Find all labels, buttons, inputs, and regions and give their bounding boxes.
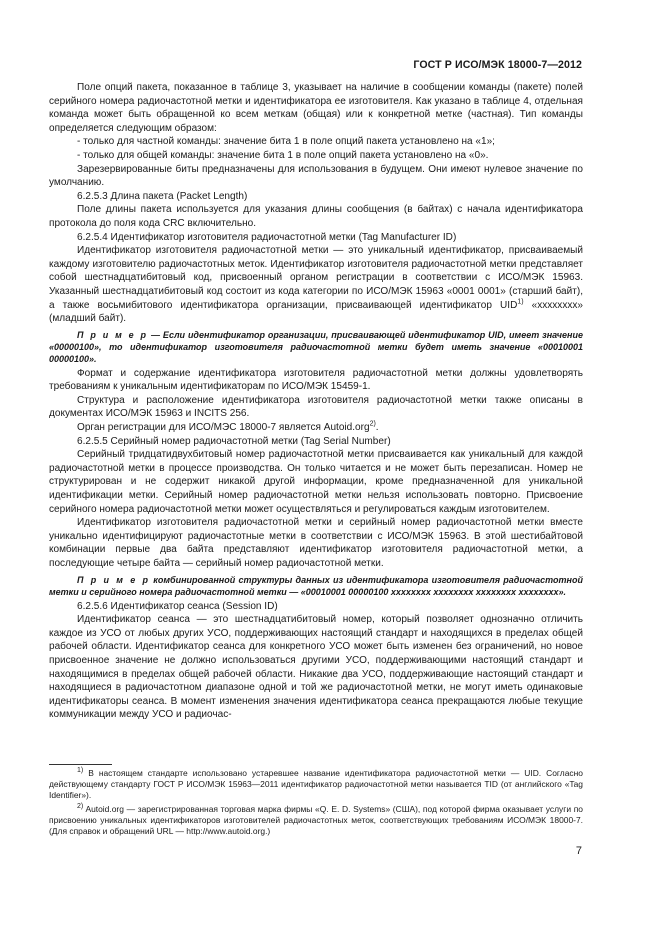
footnotes [49, 768, 583, 839]
example-text: комбинированной структуры данных из идентификатора изготовителя радиочастотной метки и серийного номера радиочастотной метки — «00010001 00000100 xxxxxxxx xxxxxxxx xxxxxxxx xxxxxxxx». [49, 574, 583, 597]
paragraph: Структура и расположение идентификатора изготовителя радиочастотной метки также описаны в документах ИСО/МЭК 15963 и INCITS 256. [49, 394, 583, 420]
paragraph [49, 244, 583, 326]
footnote [49, 804, 583, 838]
section-heading: 6.2.5.5 Серийный номер радиочастотной метки (Tag Serial Number) [77, 435, 391, 447]
footnote-mark: 2) [77, 802, 84, 810]
paragraph: Поле опций пакета, показанное в таблице 3, указывает на наличие в сообщении команды (пакете) полей серийного номера радиочастотной метки и идентификатора ее изготовителя. Как указано в таблице 4, отдельная команда может быть обращенной ко всем меткам (общая) или к конкретной метке (частная). Тип команды определяется следующим образом: [49, 82, 583, 134]
paragraph [49, 421, 583, 435]
example-text: — Если идентификатор организации, присваивающей идентификатор UID, имеет значение «00000100», то идентификатор изготовителя радиочастотной метки будет иметь значение «00010001 00000100». [49, 329, 583, 364]
footnote-separator [49, 764, 112, 765]
footnote-mark: 1) [77, 767, 84, 775]
footnote-ref: 2) [369, 420, 376, 428]
paragraph: Серийный тридцатидвухбитовый номер радиочастотной метки присваивается как уникальный для каждой радиочастотной метки в процессе производства. Он только читается и не может быть перезаписан. Номер не структурирован и не содержит никакой другой информации, кроме предназначенной для уникальной идентификации метки. Серийный номер радиочастотной метки нельзя использовать повторно. Присвоение серийного номера радиочастотной метки может осуществляться и регулироваться каждым изготовителем. [49, 449, 583, 515]
paragraph: Идентификатор изготовителя радиочастотной метки и серийный номер радиочастотной метки вместе уникально идентифицируют радиочастотные метки в соответствии с ИСО/МЭК 15963. В этой шестибайтовой комбинации первые два байта представляют идентификатор изготовителя радиочастотной метки, а последующие четыре байта — серийный номер радиочастотной метки. [49, 517, 583, 569]
paragraph: Идентификатор сеанса — это шестнадцатибитовый номер, который позволяет однозначно отличить каждое из УСО от любых других УСО, поддерживающих настоящий стандарт и находящихся в пределах общей рабочей области. Идентификатор сеанса для конкретного УСО может быть изменен без ограничений, но новое присвоенное значение не должно использоваться другими УСО, поддерживающими настоящий стандарт и находящимися в пределах общей рабочей области. Никакие два УСО, поддерживающие настоящий стандарт и находящиеся в радиочастотном диапазоне одной и той же радиочастотной метки, не могут иметь одинаковые идентификаторы сеанса. В момент изменения значения идентификатора сеанса прекращаются любые текущие коммуникации между УСО и радиочас- [49, 614, 583, 721]
footnote-text: В настоящем стандарте использовано устаревшее название идентификатора радиочастотной метки — UID. Согласно действующему стандарту ГОСТ Р ИСО/МЭК 15963—2011 идентификатор радиочастотной метки называется TID (от английского «Tag Identifier»). [49, 768, 583, 801]
paragraph: Поле длины пакета используется для указания длины сообщения (в байтах) с начала идентификатора протокола до поля кода CRC включительно. [49, 204, 583, 229]
footnote-ref: 1) [517, 298, 524, 306]
paragraph: Зарезервированные биты предназначены для использования в будущем. Они имеют нулевое значение по умолчанию. [49, 163, 583, 189]
footnote [49, 768, 583, 802]
paragraph: Формат и содержание идентификатора изготовителя радиочастотной метки должны удовлетворять требованиям к уникальным идентификаторам по ИСО/МЭК 15459-1. [49, 367, 583, 393]
document-header: ГОСТ Р ИСО/МЭК 18000-7—2012 [413, 59, 582, 71]
list-item: - только для общей команды: значение бита 1 в поле опций пакета установлено на «0». [77, 149, 489, 161]
body-text [49, 81, 583, 722]
list-item: - только для частной команды: значение бита 1 в поле опций пакета установлено на «1»; [77, 136, 495, 148]
paragraph-text: Идентификатор изготовителя радиочастотной метки — это уникальный идентификатор, присваиваемый каждому изготовителю радиочастотных меток. Идентификатор изготовителя радиочастотной метки представляет собой шестнадцатибитовый код, присвоенный органом регистрации в соответствии с ИСО/МЭК 15963. Указанный шестнадцатибитовый код состоит из кода категории по ИСО/МЭК 15963 «0001 0001» (старший байт), а также восьмибитового идентификатора организации, присваивающей идентификатор UID [49, 245, 583, 311]
paragraph-text: Орган регистрации для ИСО/МЭС 18000-7 является Autoid.org [77, 422, 370, 434]
footnote-text: Autoid.org — зарегистрированная торговая марка фирмы «Q. E. D. Systems» (США), под которой фирма оказывает услуги по присвоению уникальных идентификаторов изготовителей радиочастотных меток, соответствующих требованиям ИСО/МЭК 18000-7. (Для справок и обращений URL — http://www.autoid.org.) [49, 803, 583, 837]
page-number: 7 [575, 845, 582, 857]
example-note [49, 329, 583, 365]
sentence-end: . [375, 422, 379, 434]
section-heading: 6.2.5.6 Идентификатор сеанса (Session ID) [77, 600, 278, 612]
example-note [49, 574, 583, 598]
example-label: П р и м е р [77, 574, 151, 585]
section-heading: 6.2.5.4 Идентификатор изготовителя радиочастотной метки (Tag Manufacturer ID) [77, 231, 457, 243]
example-label: П р и м е р [77, 329, 149, 340]
paragraph-text: «xxxxxxxx» (младший байт). [49, 299, 583, 325]
section-heading: 6.2.5.3 Длина пакета (Packet Length) [77, 190, 248, 202]
